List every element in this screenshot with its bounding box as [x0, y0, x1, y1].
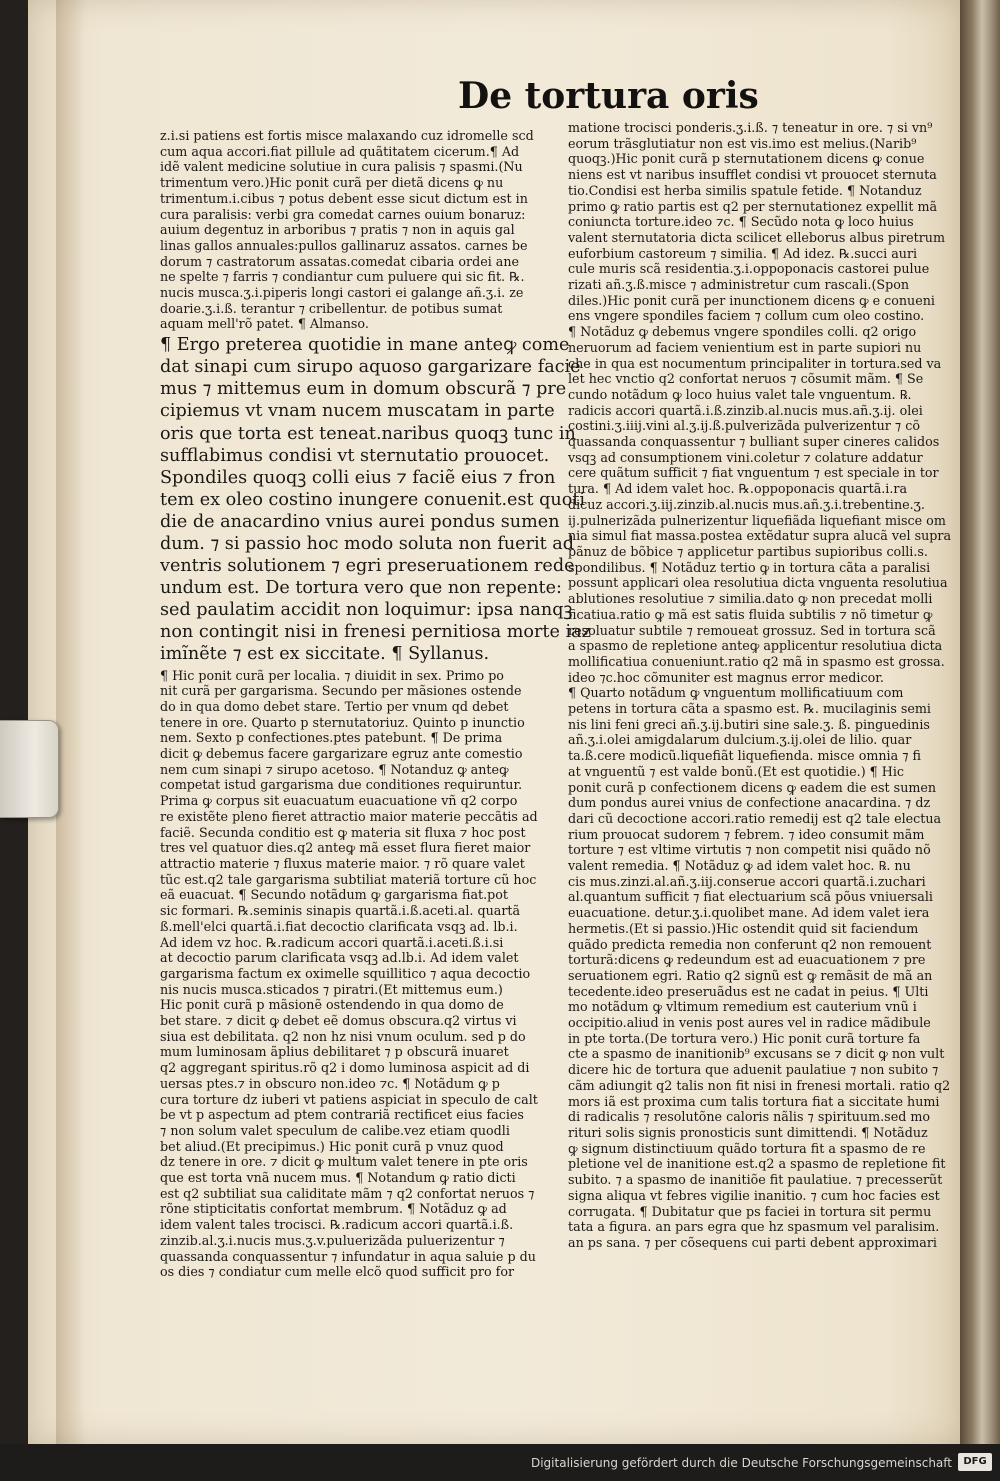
right-line: radicis accori quartã.i.ß.zinzib.al.nucis mus.añ.ʒ.ij. olei — [568, 402, 923, 418]
right-line: tata a figura. an pars egra que hz spasmum vel paralisim. — [568, 1219, 940, 1235]
left-lower-line: mum luminosam ãplius debilitaret ⁊ p obscurã inuaret — [160, 1044, 509, 1060]
left-lower-line: attractio materie ⁊ fluxus materie maior. ⁊ rõ quare valet — [160, 855, 525, 871]
left-lower-line: rõne stipticitatis confortat membrum. ¶ Notãduz ꝙ ad — [160, 1201, 507, 1217]
right-line: nia simul fiat massa.postea extẽdatur supra alucã vel supra — [568, 528, 952, 544]
left-large-line: imĩnẽte ⁊ est ex siccitate. ¶ Syllanus. — [160, 644, 490, 665]
right-line: nis lini feni greci añ.ʒ.ij.butiri sine sale.ʒ. ß. pinguedinis — [568, 716, 930, 732]
right-line: rium prouocat sudorem ⁊ febrem. ⁊ ideo consumit mãm — [568, 826, 925, 842]
left-lower-line: dicit ꝙ debemus facere gargarizare egruz ante comestio — [160, 746, 523, 762]
right-line: rizati añ.ʒ.ß.misce ⁊ administretur cum rascali.(Spon — [568, 277, 910, 293]
right-line: corrugata. ¶ Dubitatur que ps faciei in tortura sit permu — [568, 1203, 932, 1219]
right-line: niens est vt naribus insufflet condisi vt prouocet sternuta — [568, 167, 937, 183]
right-line: spondilibus. ¶ Notãduz tertio ꝙ in tortura cãta a paralisi — [568, 559, 931, 575]
left-large-line: sed paulatim accidit non loquimur: ipsa nanqꝫ — [160, 600, 573, 621]
left-upper-line: doarie.ʒ.i.ß. terantur ⁊ cribellentur. de potibus sumat — [160, 300, 503, 316]
right-text-block — [568, 120, 952, 1251]
page-marker-tab — [0, 720, 59, 818]
left-upper-line: trimentum.i.cibus ⁊ potus debent esse sicut dictum est in — [160, 190, 528, 206]
right-line: possunt applicari olea resolutiua dicta vnguenta resolutiua — [568, 575, 948, 591]
left-lower-line: tenere in ore. Quarto p sternutatoriuz. Quinto p inunctio — [160, 714, 525, 730]
left-lower-line: zinzib.al.ʒ.i.nucis mus.ʒ.v.puluerizãda puluerizentur ⁊ — [160, 1232, 505, 1248]
right-line: valent sternutatoria dicta scilicet elleborus albus piretrum — [568, 229, 946, 245]
right-line: cundo notãdum ꝙ loco huius valet tale vnguentum. ℞. — [568, 386, 912, 402]
left-lower-line: ¶ Hic ponit curã per localia. ⁊ diuidit in sex. Primo po — [160, 667, 504, 683]
left-upper-line: cura paralisis: verbi gra comedat carnes ouium bonaruz: — [160, 206, 526, 222]
left-lower-line: cura torture dz iuberi vt patiens aspiciat in speculo de calt — [160, 1091, 538, 1107]
left-lower-line: nem cum sinapi ⁊ sirupo acetoso. ¶ Notanduz ꝙ anteꝙ — [160, 761, 509, 777]
right-line: seruationem egri. Ratio q2 signũ est ꝙ remãsit de mã an — [568, 967, 933, 983]
left-lower-line: do in qua domo debet stare. Tertio per vnum qd debet — [160, 698, 509, 714]
right-line: mollificatiua conueniunt.ratio q2 mã in spasmo est grossa. — [568, 653, 945, 669]
right-line: dari cũ decoctione accori.ratio remedij est q2 tale electua — [568, 810, 942, 826]
right-line: in pte torta.(De tortura vero.) Hic ponit curã torture fa — [568, 1030, 921, 1046]
right-line: che in qua est nocumentum principaliter in tortura.sed va — [568, 355, 942, 371]
right-line: eorum trãsglutiatur non est vis.imo est melius.(Narib⁹ — [568, 135, 917, 151]
left-lower-line: uersas ptes.⁊ in obscuro non.ideo ⁊c. ¶ Notãdum ꝙ p — [160, 1075, 500, 1091]
left-lower-line: nis nucis musca.sticados ⁊ piratri.(Et mittemus eum.) — [160, 981, 503, 997]
left-upper-line: idẽ valent medicine solutiue in cura palisis ⁊ spasmi.(Nu — [160, 159, 523, 175]
gutter-shadow — [56, 0, 86, 1444]
left-lower-line: dz tenere in ore. ⁊ dicit ꝙ multum valet tenere in pte oris — [160, 1154, 528, 1170]
left-upper-line: cum aqua accori.fiat pillule ad quãtitatem cicerum.¶ Ad — [160, 143, 520, 159]
right-line: ta.ß.cere modicũ.liquefiãt liquefienda. misce omnia ⁊ fi — [568, 748, 922, 764]
right-line: hermetis.(Et si passio.)Hic ostendit quid sit faciendum — [568, 920, 919, 936]
left-large-line: oris que torta est teneat.naribus quoqꝫ tunc in — [160, 423, 576, 444]
left-lower-block — [160, 668, 540, 1280]
left-lower-line: tres vel quatuor dies.q2 anteꝙ mã esset flura fieret maior — [160, 840, 531, 856]
left-large-line: cipiemus vt vnam nucem muscatam in parte — [160, 401, 555, 422]
right-line: petens in tortura cãta a spasmo est. ℞. mucilaginis semi — [568, 701, 931, 717]
left-large-block — [160, 334, 591, 665]
left-large-line: Spondiles quoqꝫ colli eius ⁊ faciẽ eius ⁊ fron — [160, 467, 556, 488]
left-large-line: die de anacardino vnius aurei pondus sumen — [160, 511, 560, 532]
left-lower-line: sic formari. ℞.seminis sinapis quartã.i.ß.aceti.al. quartã — [160, 903, 521, 919]
right-column — [568, 120, 952, 1312]
right-line: ablutiones resolutiue ⁊ similia.dato ꝙ non precedat molli — [568, 591, 933, 607]
left-lower-line: faciẽ. Secunda conditio est ꝙ materia sit fluxa ⁊ hoc post — [160, 824, 526, 840]
right-line: resoluatur subtile ⁊ remoueat grossuz. Sed in tortura scã — [568, 622, 936, 638]
left-lower-line: gargarisma factum ex oximelle squillitico ⁊ aqua decoctio — [160, 965, 531, 981]
right-line: occipitio.aliud in venis post aures vel in radice mãdibule — [568, 1015, 931, 1031]
left-lower-line: os dies ⁊ condiatur cum melle elcõ quod sufficit pro for — [160, 1264, 515, 1280]
left-upper-line: trimentum vero.)Hic ponit curã per dietã dicens ꝙ nu — [160, 175, 504, 191]
right-line: euacuatione. detur.ʒ.i.quolibet mane. Ad idem valet iera — [568, 905, 930, 921]
right-line: mo notãdum ꝙ vltimum remedium est cauterium vnũ i — [568, 999, 917, 1015]
right-line: a spasmo de repletione anteꝙ applicentur resolutiua dicta — [568, 638, 943, 654]
left-lower-line: tũc est.q2 tale gargarisma subtiliat materiã torture cũ hoc — [160, 871, 537, 887]
book-page — [28, 0, 962, 1444]
left-upper-line: aquam mell'rõ patet. ¶ Almanso. — [160, 316, 369, 332]
right-line: vsqꝫ ad consumptionem vini.coletur ⁊ colature addatur — [568, 449, 923, 465]
dfg-logo — [958, 1453, 992, 1471]
left-upper-line: linas gallos annuales:pullos gallinaruz assatos. carnes be — [160, 237, 528, 253]
right-line: costini.ʒ.iiij.vini al.ʒ.ij.ß.pulverizãda pulverizentur ⁊ cõ — [568, 418, 920, 434]
right-line: cãm adiungit q2 talis non fit nisi in frenesi mortali. ratio q2 — [568, 1077, 951, 1093]
right-line: pãnuz de bõbice ⁊ applicetur partibus supioribus colli.s. — [568, 543, 928, 559]
right-line: ens vngere spondiles faciem ⁊ collum cum oleo costino. — [568, 308, 925, 324]
right-line: cis mus.zinzi.al.añ.ʒ.iij.conserue accori quartã.i.zuchari — [568, 873, 926, 889]
left-lower-line: nit curã per gargarisma. Secundo per mãsiones ostende — [160, 683, 522, 699]
left-lower-line: Prima ꝙ corpus sit euacuatum euacuatione vñ q2 corpo — [160, 793, 518, 809]
left-lower-line: est q2 subtiliat sua caliditate mãm ⁊ q2 confortat neruos ⁊ — [160, 1185, 535, 1201]
right-line: ideo ⁊c.hoc cõmuniter est magnus error medicor. — [568, 669, 884, 685]
right-line: cule muris scã residentia.ʒ.i.oppoponacis castorei pulue — [568, 261, 930, 277]
left-large-line: ventris solutionem ⁊ egri preseruationem rede — [160, 556, 575, 577]
left-lower-line: Ad idem vz hoc. ℞.radicum accori quartã.i.aceti.ß.i.si — [160, 934, 504, 950]
left-lower-line: competat istud gargarisma due conditiones requiruntur. — [160, 777, 523, 793]
right-line: valent remedia. ¶ Notãduz ꝙ ad idem valet hoc. ℞. nu — [568, 858, 911, 874]
left-large-line: mus ⁊ mittemus eum in domum obscurã ⁊ pre — [160, 379, 567, 400]
right-line: ponit curã p confectionem dicens ꝙ eadem die est sumen — [568, 779, 937, 795]
right-line: dicuz accori.ʒ.iij.zinzib.al.nucis mus.añ.ʒ.i.trebentine.ʒ. — [568, 496, 925, 512]
right-line: cte a spasmo de inanitionib⁹ excusans se ⁊ dicit ꝙ non vult — [568, 1046, 945, 1062]
left-lower-line: be vt p aspectum ad ptem contrariã rectificet eius facies — [160, 1107, 524, 1123]
right-line: añ.ʒ.i.olei amigdalarum dulcium.ʒ.ij.olei de lilio. quar — [568, 732, 912, 748]
left-lower-line: que est torta vnã nucem mus. ¶ Notandum ꝙ ratio dicti — [160, 1170, 516, 1186]
left-lower-line: at decoctio parum clarificata vsqꝫ ad.lb.i. Ad idem valet — [160, 950, 519, 966]
left-large-line: sufflabimus condisi vt sternutatio prouocet. — [160, 445, 550, 466]
left-large-line: tem ex oleo costino inungere conuenit.est quoti — [160, 489, 586, 510]
right-line: quoqꝫ.)Hic ponit curã p sternutationem dicens ꝙ conue — [568, 151, 925, 167]
right-line: quãdo predicta remedia non conferunt q2 non remouent — [568, 936, 932, 952]
right-line: ij.pulnerizãda pulnerizentur liquefiãda liquefiant misce om — [568, 512, 946, 528]
left-lower-line: bet aliud.(Et precipimus.) Hic ponit curã p vnuz quod — [160, 1138, 504, 1154]
right-line: signa aliqua vt febres vigilie inanitio. ⁊ cum hoc facies est — [568, 1187, 940, 1203]
right-line: quassanda conquassentur ⁊ bulliant super cineres calidos — [568, 434, 940, 450]
right-line: dum pondus aurei vnius de confectione anacardina. ⁊ dz — [568, 795, 931, 811]
left-upper-block — [160, 128, 540, 332]
left-large-line: dat sinapi cum sirupo aquoso gargarizare facie — [160, 357, 581, 378]
left-large-line: ¶ Ergo preterea quotidie in mane anteꝙ come — [160, 335, 570, 356]
right-line: an ps sana. ⁊ per cõsequens cui parti debent approximari — [568, 1234, 937, 1250]
right-line: torture ⁊ est vltime virtutis ⁊ non competit nisi quãdo nõ — [568, 842, 931, 858]
left-upper-line: z.i.si patiens est fortis misce malaxando cuz idromelle scd — [160, 128, 534, 143]
right-line: dicere hic de tortura que aduenit paulatiue ⁊ non subito ⁊ — [568, 1062, 939, 1078]
right-line: matione trocisci ponderis.ʒ.i.ß. ⁊ teneatur in ore. ⁊ si vn⁹ — [568, 120, 933, 135]
left-lower-line: siua est debilitata. q2 non hz nisi vnum oculum. sed p do — [160, 1028, 526, 1044]
left-upper-line: ne spelte ⁊ farris ⁊ condiantur cum puluere qui sic fit. ℞. — [160, 269, 525, 285]
left-lower-line: eã euacuat. ¶ Secundo notãdum ꝙ gargarisma fiat.pot — [160, 887, 509, 903]
right-line: tecedente.ideo preseruãdus est ne cadat in peius. ¶ Ulti — [568, 983, 929, 999]
left-lower-line: ß.mell'elci quartã.i.fiat decoctio clarificata vsqꝫ ad. lb.i. — [160, 918, 518, 934]
left-lower-line: bet stare. ⁊ dicit ꝙ debet eẽ domus obscura.q2 virtus vi — [160, 1013, 517, 1029]
right-line: ficatiua.ratio ꝙ mã est satis fluida subtilis ⁊ nõ timetur ꝙ — [568, 606, 933, 622]
left-upper-line: nucis musca.ʒ.i.piperis longi castori ei galange añ.ʒ.i. ze — [160, 285, 524, 301]
right-line: torturã:dicens ꝙ redeundum est ad euacuationem ⁊ pre — [568, 952, 926, 968]
right-line: ¶ Notãduz ꝙ debemus vngere spondiles colli. q2 origo — [568, 324, 917, 340]
right-line: al.quantum sufficit ⁊ fiat electuarium scã põus vniuersali — [568, 889, 933, 905]
running-head: De tortura oris — [458, 75, 759, 117]
right-line: rituri solis signis pronosticis sunt dimittendi. ¶ Notãduz — [568, 1125, 928, 1140]
right-line: ¶ Quarto notãdum ꝙ vnguentum mollificatiuum com — [568, 685, 904, 701]
right-line: di radicalis ⁊ resolutõne caloris nãlis ⁊ spirituum.sed mo — [568, 1109, 931, 1125]
left-large-line: undum est. De tortura vero que non repente: — [160, 578, 562, 599]
left-lower-line: idem valent tales trocisci. ℞.radicum accori quartã.i.ß. — [160, 1217, 514, 1233]
right-line: at vnguentũ ⁊ est valde bonũ.(Et est quotidie.) ¶ Hic — [568, 763, 905, 779]
right-line: tio.Condisi est herba similis spatule fetide. ¶ Notanduz — [568, 182, 922, 198]
right-line: neruorum ad faciem venientium est in parte supiori nu — [568, 339, 922, 355]
right-line: primo ꝙ ratio partis est q2 per sternutationez expellit mã — [568, 198, 938, 214]
left-lower-line: re existẽte pleno fieret attractio maior materie peccãtis ad — [160, 808, 538, 824]
right-line: ꝙ signum distinctiuum quãdo tortura fit a spasmo de re — [568, 1140, 926, 1156]
left-upper-line: auium degentuz in arboribus ⁊ pratis ⁊ non in aquis gal — [160, 222, 515, 238]
left-large-line: non contingit nisi in frenesi pernitiosa morte iaz — [160, 622, 591, 643]
right-line: tura. ¶ Ad idem valet hoc. ℞.oppoponacis quartã.i.ra — [568, 481, 908, 497]
left-lower-line: Hic ponit curã p mãsionẽ ostendendo in qua domo de — [160, 997, 504, 1013]
funding-credit: Digitalisierung gefördert durch die Deutsche Forschungsgemeinschaft — [530, 1456, 952, 1470]
left-lower-line: nem. Sexto p confectiones.ptes patebunt. ¶ De prima — [160, 730, 503, 746]
right-line: let hec vnctio q2 confortat neruos ⁊ cõsumit mãm. ¶ Se — [568, 371, 924, 387]
right-line: euforbium castoreum ⁊ similia. ¶ Ad idez. ℞.succi auri — [568, 245, 918, 261]
right-line: mors iã est proxima cum talis tortura fiat a siccitate humi — [568, 1093, 940, 1109]
right-line: pletione vel de inanitione est.q2 a spasmo de repletione fit — [568, 1156, 946, 1172]
left-column — [160, 128, 591, 1308]
book-binding-edge — [960, 0, 1000, 1444]
left-upper-line: dorum ⁊ castratorum assatas.comedat cibaria ordei ane — [160, 253, 520, 269]
left-lower-line: quassanda conquassentur ⁊ infundatur in aqua saluie p du — [160, 1248, 536, 1264]
right-line: diles.)Hic ponit curã per inunctionem dicens ꝙ e conueni — [568, 292, 935, 308]
right-line: subito. ⁊ a spasmo de inanitiõe fit paulatiue. ⁊ precesserũt — [568, 1172, 943, 1188]
left-lower-line: ⁊ non solum valet speculum de calibe.vez etiam quodli — [160, 1122, 510, 1138]
right-line: coniuncta torture.ideo ⁊c. ¶ Secũdo nota ꝙ loco huius — [568, 214, 914, 230]
right-line: cere quãtum sufficit ⁊ fiat vnguentum ⁊ est speciale in tor — [568, 465, 939, 481]
left-large-line: dum. ⁊ si passio hoc modo soluta non fuerit ad — [160, 533, 575, 554]
left-lower-line: q2 aggregant spiritus.rõ q2 i domo luminosa aspicit ad di — [160, 1060, 530, 1076]
dfg-logo-text: DFG — [963, 1456, 987, 1467]
